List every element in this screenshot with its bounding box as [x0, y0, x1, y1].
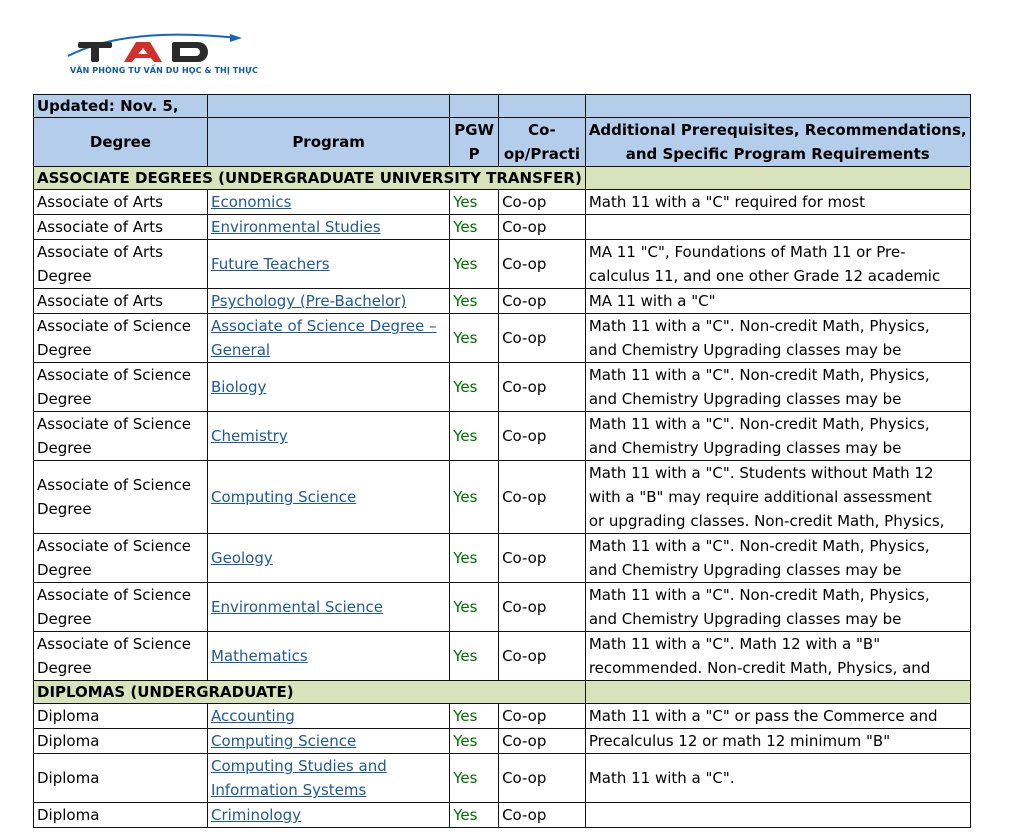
program-cell: [207, 754, 449, 803]
program-link[interactable]: Future Teachers: [210, 255, 330, 273]
pgwp-cell: Yes: [450, 240, 499, 289]
degree-cell: Associate of Science Degree: [34, 314, 208, 363]
degree-cell: Associate of Arts: [34, 190, 208, 215]
table-row: [34, 754, 971, 803]
prereq-cell: Math 11 with a "C". Non-credit Math, Physics, and Chemistry Upgrading classes may be: [585, 314, 970, 363]
program-cell: [207, 583, 449, 632]
program-cell: [207, 704, 449, 729]
degree-cell: Associate of Science Degree: [34, 461, 208, 534]
program-link[interactable]: Biology: [210, 378, 267, 396]
program-cell: [207, 461, 449, 534]
header-row: [34, 118, 971, 167]
degree-cell: Diploma: [34, 729, 208, 754]
pgwp-cell: Yes: [450, 215, 499, 240]
updated-row: [34, 95, 971, 118]
pgwp-cell: Yes: [450, 803, 499, 828]
section-row: [34, 167, 971, 190]
coop-cell: Co-op: [499, 729, 586, 754]
header-coop: Co- op/Practi: [499, 118, 586, 167]
section-title: DIPLOMAS (UNDERGRADUATE): [34, 681, 586, 704]
program-cell: [207, 190, 449, 215]
pgwp-cell: Yes: [450, 461, 499, 534]
prereq-cell: Math 11 with a "C". Non-credit Math, Physics, and Chemistry Upgrading classes may be: [585, 583, 970, 632]
prereq-cell: Math 11 with a "C". Non-credit Math, Physics, and Chemistry Upgrading classes may be: [585, 534, 970, 583]
program-link[interactable]: Environmental Studies: [210, 218, 381, 236]
table-row: [34, 190, 971, 215]
table-row: [34, 704, 971, 729]
program-cell: [207, 240, 449, 289]
pgwp-cell: Yes: [450, 729, 499, 754]
prereq-cell: [585, 215, 970, 240]
degree-cell: Associate of Science Degree: [34, 412, 208, 461]
coop-cell: Co-op: [499, 363, 586, 412]
header-degree: Degree: [34, 118, 208, 167]
pgwp-cell: Yes: [450, 754, 499, 803]
program-link[interactable]: Computing Science: [210, 732, 357, 750]
table-row: [34, 289, 971, 314]
program-cell: [207, 729, 449, 754]
table-row: [34, 412, 971, 461]
degree-cell: Associate of Arts: [34, 289, 208, 314]
coop-cell: Co-op: [499, 632, 586, 681]
updated-cell: Updated: Nov. 5,: [34, 95, 208, 118]
coop-cell: Co-op: [499, 583, 586, 632]
coop-cell: Co-op: [499, 289, 586, 314]
program-link[interactable]: Criminology: [210, 806, 301, 824]
degree-cell: Associate of Science Degree: [34, 632, 208, 681]
table-row: [34, 240, 971, 289]
header-pgwp: PGW P: [450, 118, 499, 167]
table-row: [34, 363, 971, 412]
tad-logo: [66, 26, 258, 86]
program-table: [33, 94, 971, 828]
prereq-cell: Math 11 with a "C". Math 12 with a "B" recommended. Non-credit Math, Physics, and: [585, 632, 970, 681]
table-row: [34, 314, 971, 363]
pgwp-cell: Yes: [450, 534, 499, 583]
program-link[interactable]: Information Systems: [210, 781, 367, 799]
degree-cell: Associate of Arts Degree: [34, 240, 208, 289]
tad-logo-mark: [66, 26, 246, 68]
program-cell: [207, 314, 449, 363]
degree-cell: Associate of Science Degree: [34, 583, 208, 632]
prereq-cell: Math 11 with a "C". Students without Math 12 with a "B" may require additional assessment or upgrading classes. Non-credit Math, Physics,: [585, 461, 970, 534]
program-cell: [207, 534, 449, 583]
pgwp-cell: Yes: [450, 704, 499, 729]
program-link[interactable]: Economics: [210, 193, 292, 211]
prereq-cell: [585, 803, 970, 828]
pgwp-cell: Yes: [450, 632, 499, 681]
prereq-cell: Math 11 with a "C". Non-credit Math, Physics, and Chemistry Upgrading classes may be: [585, 363, 970, 412]
program-cell: [207, 289, 449, 314]
degree-cell: Diploma: [34, 704, 208, 729]
program-link[interactable]: Associate of Science Degree –: [210, 317, 437, 335]
prereq-cell: MA 11 "C", Foundations of Math 11 or Pre- calculus 11, and one other Grade 12 academic: [585, 240, 970, 289]
coop-cell: Co-op: [499, 240, 586, 289]
program-link[interactable]: Psychology (Pre-Bachelor): [210, 292, 407, 310]
degree-cell: Diploma: [34, 754, 208, 803]
degree-cell: Associate of Science Degree: [34, 363, 208, 412]
coop-cell: Co-op: [499, 190, 586, 215]
table-row: [34, 729, 971, 754]
coop-cell: Co-op: [499, 754, 586, 803]
prereq-cell: MA 11 with a "C": [585, 289, 970, 314]
header-program: Program: [207, 118, 449, 167]
program-link[interactable]: Geology: [210, 549, 273, 567]
table-row: [34, 632, 971, 681]
program-link[interactable]: General: [210, 341, 271, 359]
program-cell: [207, 363, 449, 412]
section-title: ASSOCIATE DEGREES (UNDERGRADUATE UNIVERSITY TRANSFER): [34, 167, 586, 190]
program-link[interactable]: Computing Science: [210, 488, 357, 506]
pgwp-cell: Yes: [450, 190, 499, 215]
program-cell: [207, 632, 449, 681]
degree-cell: Diploma: [34, 803, 208, 828]
table-row: [34, 583, 971, 632]
pgwp-cell: Yes: [450, 363, 499, 412]
degree-cell: Associate of Science Degree: [34, 534, 208, 583]
table-row: [34, 534, 971, 583]
header-prereq: Additional Prerequisites, Recommendations, and Specific Program Requirements: [585, 118, 970, 167]
table-row: [34, 215, 971, 240]
program-cell: [207, 803, 449, 828]
prereq-cell: Precalculus 12 or math 12 minimum "B": [585, 729, 970, 754]
program-cell: [207, 215, 449, 240]
program-link[interactable]: Environmental Science: [210, 598, 384, 616]
program-cell: [207, 412, 449, 461]
coop-cell: Co-op: [499, 704, 586, 729]
program-link[interactable]: Chemistry: [210, 427, 288, 445]
coop-cell: Co-op: [499, 803, 586, 828]
logo-tagline: VĂN PHÒNG TƯ VẤN DU HỌC & THỊ THỰC: [70, 66, 258, 75]
pgwp-cell: Yes: [450, 583, 499, 632]
coop-cell: Co-op: [499, 534, 586, 583]
section-row: [34, 681, 971, 704]
pgwp-cell: Yes: [450, 289, 499, 314]
table-row: [34, 803, 971, 828]
coop-cell: Co-op: [499, 461, 586, 534]
coop-cell: Co-op: [499, 314, 586, 363]
program-link[interactable]: Accounting: [210, 707, 295, 725]
program-link[interactable]: Computing Studies and: [210, 757, 387, 775]
prereq-cell: Math 11 with a "C". Non-credit Math, Physics, and Chemistry Upgrading classes may be: [585, 412, 970, 461]
coop-cell: Co-op: [499, 412, 586, 461]
coop-cell: Co-op: [499, 215, 586, 240]
prereq-cell: Math 11 with a "C" required for most: [585, 190, 970, 215]
degree-cell: Associate of Arts: [34, 215, 208, 240]
table-row: [34, 461, 971, 534]
prereq-cell: Math 11 with a "C".: [585, 754, 970, 803]
pgwp-cell: Yes: [450, 412, 499, 461]
pgwp-cell: Yes: [450, 314, 499, 363]
prereq-cell: Math 11 with a "C" or pass the Commerce and: [585, 704, 970, 729]
program-link[interactable]: Mathematics: [210, 647, 308, 665]
